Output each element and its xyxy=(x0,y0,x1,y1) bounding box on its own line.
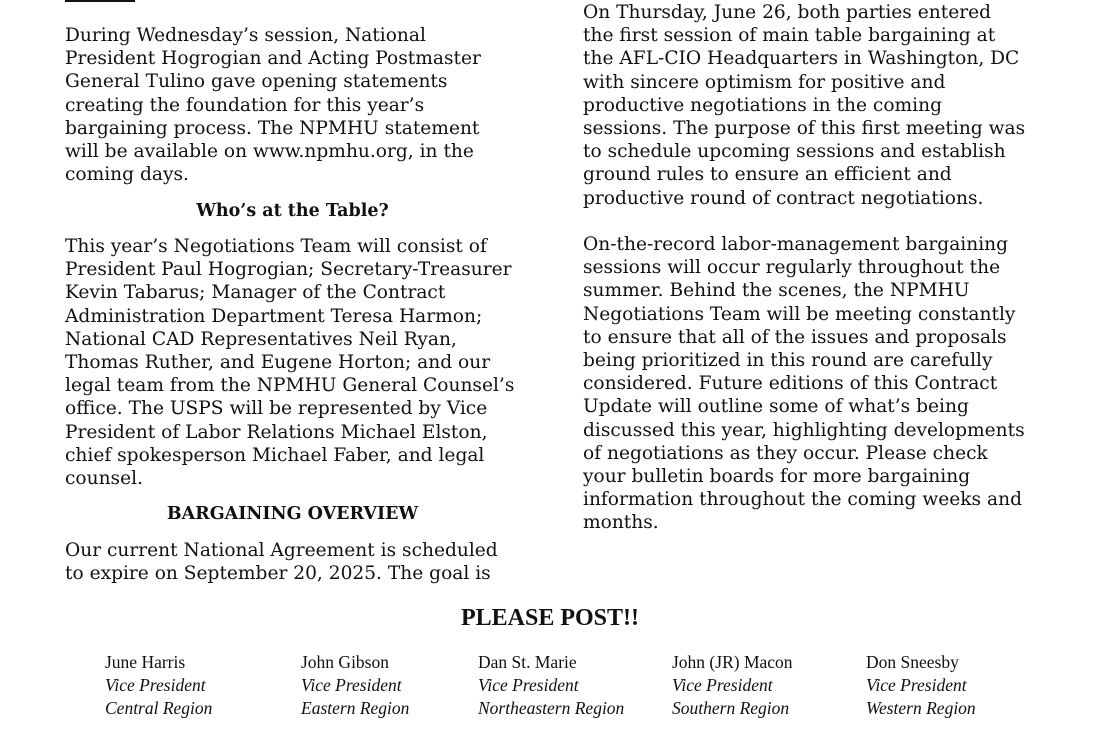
officer-western xyxy=(866,651,976,720)
officer-region: Eastern Region xyxy=(301,698,410,718)
officer-region: Western Region xyxy=(866,698,976,718)
bargaining-overview-heading: BARGAINING OVERVIEW xyxy=(166,504,419,524)
clipped-heading-remnant xyxy=(65,0,135,2)
on-the-record-paragraph: On-the-record labor-management bargaining sessions will occur regularly throughout the summer. Behind the scenes, the NPMHU Negotiations Team will be meeting constantly to ensure that all of the issues and proposals being prioritized in this round are carefully considered. Future editions of this Contract Update will outline some of what’s being discussed this year, highlighting developments of negotiations as they occur. Please check your bulletin boards for more bargaining information throughout the coming weeks and months. xyxy=(583,234,1025,534)
officer-region: Northeastern Region xyxy=(478,698,625,718)
officer-northeastern xyxy=(478,651,624,720)
negotiations-team-paragraph: This year’s Negotiations Team will consist of President Paul Hogrogian; Secretary-Treasurer Kevin Tabarus; Manager of the Contract Administration Department Teresa Harmon; National CAD Representatives Neil Ryan, Thomas Ruther, and Eugene Horton; and our legal team from the NPMHU General Counsel’s office. The USPS will be represented by Vice President of Labor Relations Michael Elston, chief spokesperson Michael Faber, and legal counsel. xyxy=(65,236,515,490)
officer-title: Vice President xyxy=(105,675,206,695)
opening-statements-paragraph: During Wednesday’s session, National President Hogrogian and Acting Postmaster General Tulino gave opening statements creating the foundation for this year’s bargaining process. The NPMHU statement will be available on www.npmhu.org, in the coming days. xyxy=(65,25,481,186)
officer-title: Vice President xyxy=(672,675,773,695)
officer-name: Don Sneesby xyxy=(866,652,959,672)
officer-central xyxy=(105,651,212,720)
please-post-banner: PLEASE POST!! xyxy=(460,605,640,631)
officer-southern xyxy=(672,651,793,720)
officer-title: Vice President xyxy=(478,675,579,695)
officer-name: June Harris xyxy=(105,652,186,672)
officer-name: Dan St. Marie xyxy=(478,652,577,672)
officer-title: Vice President xyxy=(866,675,967,695)
officer-region: Central Region xyxy=(105,698,213,718)
bargaining-overview-paragraph: Our current National Agreement is scheduled to expire on September 20, 2025. The goal is xyxy=(65,540,498,585)
officer-title: Vice President xyxy=(301,675,402,695)
whos-at-table-heading: Who’s at the Table? xyxy=(196,201,389,221)
officer-name: John Gibson xyxy=(301,652,389,672)
officer-eastern xyxy=(301,651,409,720)
first-session-paragraph: On Thursday, June 26, both parties entered the first session of main table bargaining at the AFL-CIO Headquarters in Washington, DC with sincere optimism for positive and productive negotiations in the coming sessions. The purpose of this first meeting was to schedule upcoming sessions and establish ground rules to ensure an efficient and productive round of contract negotiations. xyxy=(583,2,1026,209)
officer-name: John (JR) Macon xyxy=(672,652,793,672)
officer-region: Southern Region xyxy=(672,698,790,718)
